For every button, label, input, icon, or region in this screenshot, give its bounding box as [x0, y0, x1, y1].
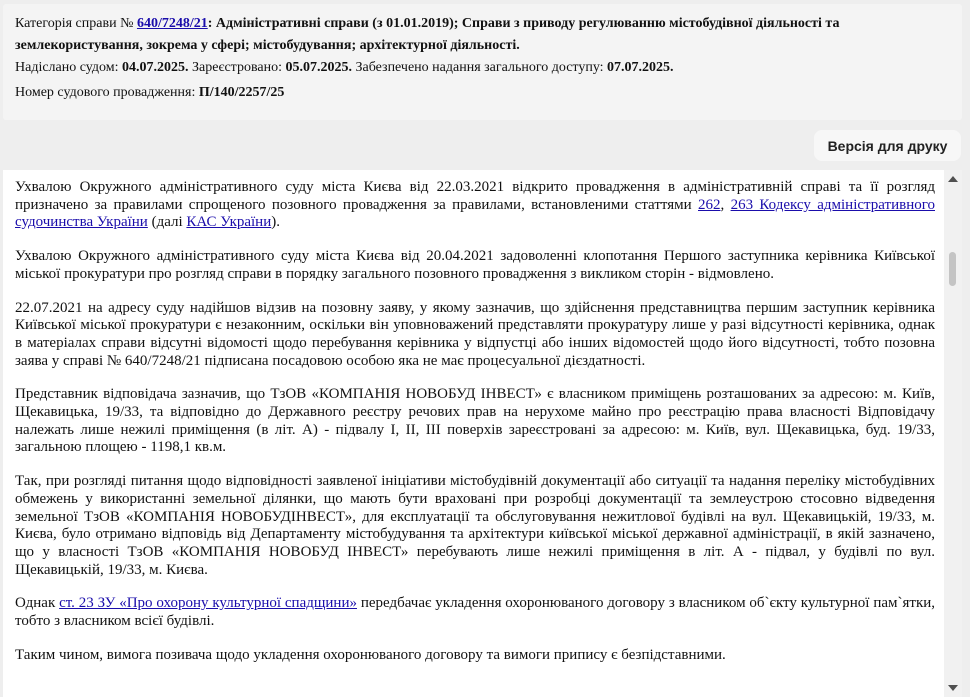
- proceeding-number-line: [15, 84, 284, 102]
- scroll-down-arrow-icon[interactable]: [948, 685, 958, 691]
- sent-label: Надіслано судом:: [15, 60, 122, 75]
- registered-label: Зареєстровано:: [188, 60, 286, 75]
- access-label: Забезпечено надання загального доступу:: [351, 60, 608, 75]
- kas-ukraine-link[interactable]: КАС України: [186, 214, 272, 231]
- paragraph-text: Ухвалою Окружного адміністративного суду міста Києва від 22.03.2021 відкрито провадження в адміністративній справі та її розгляд призначено за правилами спрощеного позовного провадження за правилами, встановленими статтями: [15, 179, 935, 213]
- case-category-prefix: Категорія справи №: [15, 16, 137, 31]
- case-category-line-2: землекористування, зокрема у сфері; містобудування; архітектурної діяльності.: [15, 38, 520, 53]
- sent-date: 04.07.2025.: [122, 60, 189, 75]
- registered-date: 05.07.2025.: [285, 60, 352, 75]
- paragraph-text: передбачає укладення охоронюваного договору з власником об`єкту культурної пам`ятки, тобто з власником всієї будівлі.: [15, 595, 936, 630]
- scrollbar-thumb[interactable]: [949, 252, 956, 286]
- document-paragraph: Так, при розгляді питання щодо відповідності заявленої ініціативи містобудівній документації або ситуації та надання переліку містобудівних обмежень у використанні земельної ділянки, що мають бути враховані при розробці документації та землеустрою стосовно відведення земельної ТзОВ «КОМПАНІЯ НОВОБУДІНВЕСТ», для експлуатації та обслуговування нежитлової будівлі на вул. Щекавицькій, 19/33, м. Києва, було отримано відповідь від Департаменту містобудування та архітектури київської міської державної адміністрації, в якій зазначено, що у власності ТзОВ «КОМПАНІЯ НОВОБУД ІНВЕСТ» перебувають лише нежилі приміщення в літ. А - підвал, у будівлі по вул. Щекавицькій, 19/33, м. Києва.: [15, 473, 935, 578]
- proceeding-label: Номер судового провадження:: [15, 85, 199, 100]
- article-263-kas-link[interactable]: 263 Кодексу адміністративного судочинства України: [15, 196, 935, 231]
- cultural-heritage-law-link[interactable]: ст. 23 ЗУ «Про охорону культурної спадщини»: [59, 595, 357, 612]
- print-version-button[interactable]: Версія для друку: [814, 130, 961, 161]
- proceeding-number: П/140/2257/25: [198, 85, 285, 100]
- case-category-text-1: : Адміністративні справи (з 01.01.2019); Справи з приводу регулюванню містобудівної діяльності та: [207, 16, 840, 31]
- paragraph-text: Однак: [15, 595, 60, 612]
- paragraph-text: (далі: [147, 214, 187, 231]
- document-paragraph: [15, 179, 935, 232]
- paragraph-text: ,: [720, 196, 731, 213]
- case-category-line-1: [15, 15, 839, 33]
- document-paragraph: Ухвалою Окружного адміністративного суду міста Києва від 20.04.2021 задоволенні клопотання Першого заступника керівника Київської міської прокуратури про розгляд справи в порядку загального позовного провадження з викликом сторін - відмовлено.: [15, 248, 935, 282]
- document-paragraph: 22.07.2021 на адресу суду надійшов відзив на позовну заяву, у якому зазначив, що здійснення представництва першим заступник керівника Київської міської прокуратури є незаконним, оскільки він уповноважений представляти прокуратуру лише у разі відсутності керівника, однак в матеріалах справи відсутні відомості щодо перебування керівника у відпустці або інших відомостей щодо його відсутності, тобто позовна заява у справі № 640/7248/21 підписана посадовою особою яка не має процесуальної дієздатності.: [15, 299, 935, 369]
- document-text-area[interactable]: [3, 170, 944, 697]
- article-262-link[interactable]: 262: [698, 196, 721, 213]
- document-paragraph: [15, 595, 935, 630]
- vertical-scrollbar[interactable]: [944, 170, 962, 697]
- access-date: 07.07.2025.: [607, 60, 674, 75]
- document-paragraph: Таким чином, вимога позивача щодо укладення охоронюваного договору та вимоги припису є безпідставними.: [15, 646, 726, 663]
- case-info-panel: [3, 4, 962, 120]
- paragraph-text: ).: [271, 214, 280, 231]
- document-paragraph: Представник відповідача зазначив, що ТзОВ «КОМПАНІЯ НОВОБУД ІНВЕСТ» є власником приміщень розташованих за адресою: м. Київ, Щекавицька, 19/33, та відповідно до Державного реєстру речових прав на нерухоме майно про реєстрацію права власності Відповідачу належать лише нежилі приміщення (в літ. А) - підвалу І, ІІ, ІІІ поверхів зареєстровані за адресою: м. Київ, вул. Щекавицька, буд. 19/33, загальною площею - 1198,1 кв.м.: [15, 386, 935, 456]
- case-number-link[interactable]: 640/7248/21: [136, 16, 208, 31]
- case-dates-line: [15, 59, 674, 77]
- scroll-up-arrow-icon[interactable]: [948, 176, 958, 182]
